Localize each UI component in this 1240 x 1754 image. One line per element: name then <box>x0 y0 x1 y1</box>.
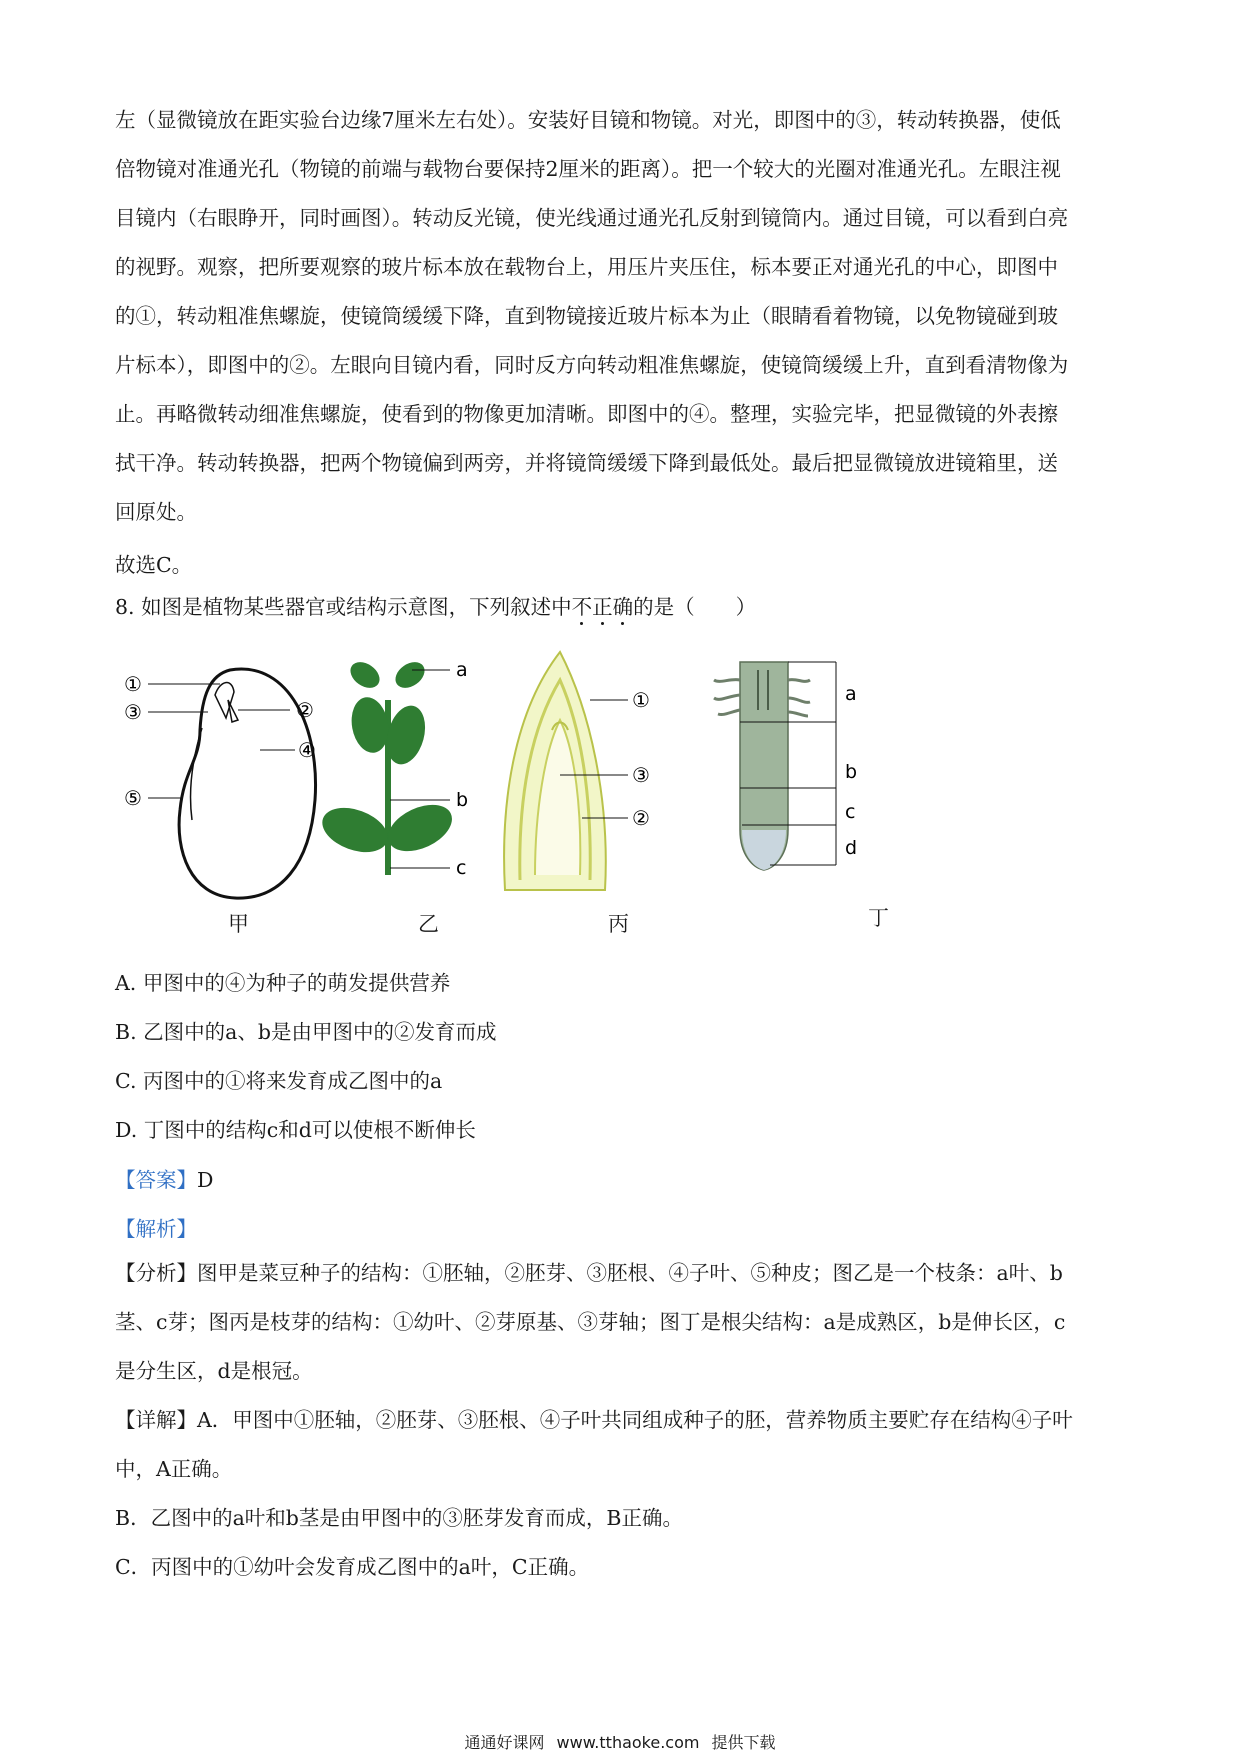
figure-label-bing: 丙 <box>608 912 629 936</box>
bing-mark-1: ① <box>632 688 650 712</box>
yi-mark-b: b <box>456 789 469 811</box>
text-line: 中，A正确。 <box>115 1457 233 1481</box>
text-line: 左（显微镜放在距实验台边缘7厘米左右处）。安装好目镜和物镜。对光，即图中的③，转动转换器，使低 <box>115 108 1061 132</box>
yi-mark-c: c <box>456 857 467 879</box>
option-c: C. 丙图中的①将来发育成乙图中的a <box>115 1069 443 1093</box>
detail-tag: 【详解】 <box>115 1408 197 1432</box>
text-line: 的视野。观察，把所要观察的玻片标本放在载物台上，用压片夹压住，标本要正对通光孔的中心，即图中 <box>115 255 1058 279</box>
detail-paragraph <box>115 1396 1130 1592</box>
seed-diagram <box>124 669 316 898</box>
option-d: D. 丁图中的结构c和d可以使根不断伸长 <box>115 1118 476 1142</box>
footer-note: 提供下载 <box>711 1733 776 1752</box>
text-line: 倍物镜对准通光孔（物镜的前端与载物台要保持2厘米的距离）。把一个较大的光圈对准通光孔。左眼注视 <box>115 157 1061 181</box>
text-line: 拭干净。转动转换器，把两个物镜偏到两旁，并将镜筒缓缓下降到最低处。最后把显微镜放进镜箱里，送 <box>115 451 1058 475</box>
explanation-paragraph <box>115 96 1130 537</box>
answer-value: D <box>197 1168 214 1192</box>
figure-label-yi: 乙 <box>418 912 439 936</box>
figure-label-ding: 丁 <box>868 906 889 930</box>
text-line: 【详解】A．甲图中①胚轴，②胚芽、③胚根、④子叶共同组成种子的胚，营养物质主要贮存在结构④子叶 <box>115 1408 1073 1432</box>
text-line: 【分析】图甲是菜豆种子的结构：①胚轴，②胚芽、③胚根、④子叶、⑤种皮；图乙是一个枝条：a叶、b <box>115 1261 1063 1285</box>
jia-mark-1: ① <box>124 672 142 696</box>
plant-structure-figure <box>120 650 960 950</box>
bing-mark-2: ② <box>632 806 650 830</box>
ding-mark-c: c <box>845 801 856 823</box>
emphasis-text: 不正确 <box>571 595 634 619</box>
bing-mark-3: ③ <box>632 763 650 787</box>
jia-mark-5: ⑤ <box>124 786 142 810</box>
analysis-heading: 【解析】 <box>115 1217 197 1241</box>
text-line: 目镜内（右眼睁开，同时画图）。转动反光镜，使光线通过通光孔反射到镜筒内。通过目镜，可以看到白亮 <box>115 206 1069 230</box>
bud-diagram <box>504 652 650 890</box>
analysis-paragraph <box>115 1249 1130 1396</box>
footer-url[interactable]: www.tthaoke.com <box>556 1733 700 1752</box>
text-line: 片标本），即图中的②。左眼向目镜内看，同时反方向转动粗准焦螺旋，使镜筒缓缓上升，直到看清物像为 <box>115 353 1069 377</box>
answer-line <box>115 1163 213 1193</box>
answer-tag: 【答案】 <box>115 1168 197 1192</box>
root-tip-diagram <box>714 662 857 870</box>
ding-mark-b: b <box>845 761 858 783</box>
text-line: C．丙图中的①幼叶会发育成乙图中的a叶，C正确。 <box>115 1555 590 1579</box>
figure-svg <box>120 650 960 950</box>
yi-mark-a: a <box>456 659 468 681</box>
question-8 <box>115 590 756 620</box>
question-prefix: 8. 如图是植物某些器官或结构示意图，下列叙述中 <box>115 595 572 619</box>
jia-mark-3: ③ <box>124 700 142 724</box>
text-line: 的①，转动粗准焦螺旋，使镜筒缓缓下降，直到物镜接近玻片标本为止（眼睛看着物镜，以免物镜碰到玻 <box>115 304 1058 328</box>
text-line: B．乙图中的a叶和b茎是由甲图中的③胚芽发育而成，B正确。 <box>115 1506 683 1530</box>
text-line: 茎、c芽；图丙是枝芽的结构：①幼叶、②芽原基、③芽轴；图丁是根尖结构：a是成熟区，b是伸长区，c <box>115 1310 1066 1334</box>
footer-site: 通通好课网 <box>464 1733 545 1752</box>
jia-mark-4: ④ <box>298 738 316 762</box>
branch-diagram <box>316 657 468 879</box>
page-footer <box>0 1730 1240 1753</box>
analysis-tag: 【分析】 <box>115 1261 197 1285</box>
ding-mark-a: a <box>845 683 857 705</box>
option-a: A. 甲图中的④为种子的萌发提供营养 <box>115 971 451 995</box>
option-b: B. 乙图中的a、b是由甲图中的②发育而成 <box>115 1020 497 1044</box>
figure-label-jia: 甲 <box>228 912 249 936</box>
text-line: 回原处。 <box>115 500 197 524</box>
text-line: 是分生区，d是根冠。 <box>115 1359 313 1383</box>
text-line: 止。再略微转动细准焦螺旋，使看到的物像更加清晰。即图中的④。整理，实验完毕，把显微镜的外表擦 <box>115 402 1058 426</box>
ding-mark-d: d <box>845 837 858 859</box>
question-suffix: 的是（ ） <box>633 595 757 619</box>
jia-mark-2: ② <box>296 698 314 722</box>
conclusion-text: 故选C。 <box>115 553 193 577</box>
